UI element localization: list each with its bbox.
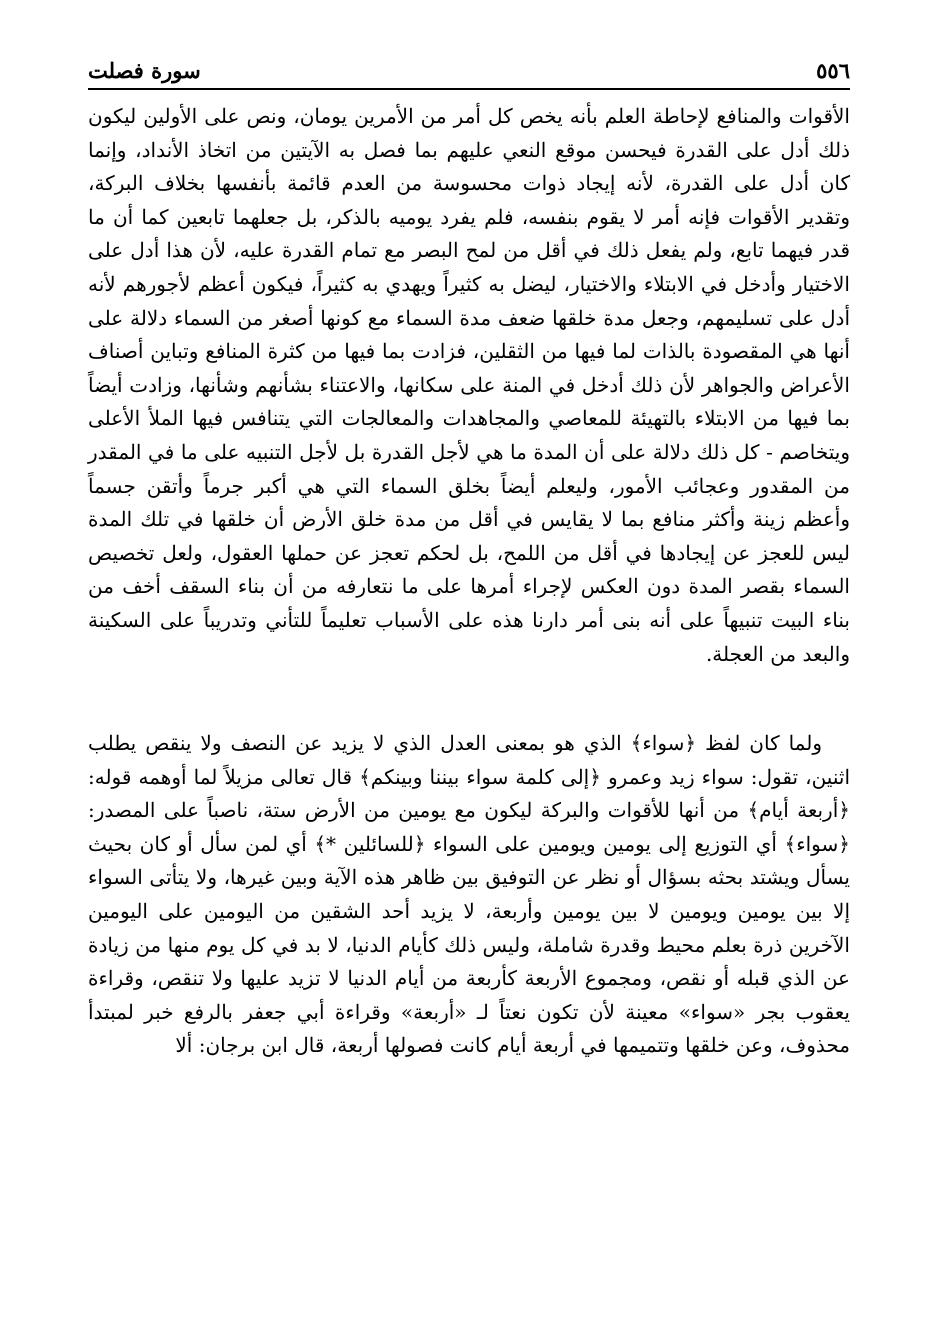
paragraph-2: ولما كان لفظ ﴿سواء﴾ الذي هو بمعنى العدل الذي لا يزيد عن النصف ولا ينقص يطلب اثنين، تقول: سواء زيد وعمرو ﴿إلى كلمة سواء بيننا وبينكم﴾ قال تعالى مزيلاً لما أوهمه قوله: ﴿أربعة أيام﴾ من أنها للأقوات والبركة ليكون مع يومين من الأرض ستة، ناصباً على المصدر: ﴿سواء﴾ أي التوزيع إلى يومين ويومين على السواء ﴿للسائلين *﴾ أي لمن سأل أو كان بحيث يسأل ويشتد بحثه بسؤال أو نظر عن التوفيق بين ظاهر هذه الآية وبين غيرها، ولا يتأتى السواء إلا بين يومين ويومين لا بين يومين وأربعة، لا يزيد أحد الشقين من اليومين على اليومين الآخرين ذرة بعلم محيط وقدرة شاملة، وليس ذلك كأيام الدنيا، لا بد في كل يوم منها من زيادة عن الذي قبله أو نقص، ومجموع الأربعة كأربعة من أيام الدنيا لا تزيد عليها ولا تنقص، وقراءة يعقوب بجر «سواء» معينة لأن تكون نعتاً لـ «أربعة» وقراءة أبي جعفر بالرفع خبر لمبتدأ محذوف، وعن خلقها وتتميمها في أربعة أيام كانت فصولها أربعة، قال ابن برجان: ألا: [88, 731, 850, 1058]
surah-title: سورة فصلت: [88, 58, 201, 83]
page-header: [88, 52, 850, 90]
body-text: [88, 100, 850, 1063]
paragraph-1: الأقوات والمنافع لإحاطة العلم بأنه يخص كل أمر من الأمرين يومان، ونص على الأولين ليكون ذلك أدل على القدرة فيحسن موقع النعي عليهم بما فصل به الآيتين من اتخاذ الأنداد، وإنما كان أدل على القدرة، لأنه إيجاد ذوات محسوسة من العدم قائمة بأنفسها بخلاف البركة، وتقدير الأقوات فإنه أمر لا يقوم بنفسه، فلم يفرد يوميه بالذكر، بل جعلهما تابعين كما أن ما قدر فيهما تابع، ولم يفعل ذلك في أقل من لمح البصر مع تمام القدرة عليه، لأن هذا أدل على الاختيار وأدخل في الابتلاء والاختيار، ليضل به كثيراً ويهدي به كثيراً، فيكون أعظم لأجورهم لأنه أدل على تسليمهم، وجعل مدة خلقها ضعف مدة السماء مع كونها أصغر من السماء دلالة على أنها هي المقصودة بالذات لما فيها من الثقلين، فزادت بما فيها من كثرة المنافع وتباين أصناف الأعراض والجواهر لأن ذلك أدخل في المنة على سكانها، والاعتناء بشأنهم وشأنها، وزادت أيضاً بما فيها من الابتلاء بالتهيئة للمعاصي والمجاهدات والمعالجات التي يتنافس فيها الملأ الأعلى ويتخاصم - كل ذلك دلالة على أن المدة ما هي لأجل القدرة بل لأجل التنبيه على ما في المقدر من المقدور وعجائب الأمور، وليعلم أيضاً بخلق السماء التي هي أكبر جرماً وأتقن جسماً وأعظم زينة وأكثر منافع بما لا يقايس في أقل من مدة خلق الأرض أن خلقها في تلك المدة ليس للعجز عن إيجادها في أقل من اللمح، بل لحكم تعجز عن حملها العقول، ولعل تخصيص السماء بقصر المدة دون العكس لإجراء أمرها على ما نتعارفه من أن بناء السقف أخف من بناء البيت تنبيهاً على أنه بنى أمر دارنا هذه على الأسباب تعليماً للتأني وتدريباً على السكينة والبعد من العجلة.: [88, 104, 850, 666]
page-number: ٥٥٦: [816, 58, 850, 83]
